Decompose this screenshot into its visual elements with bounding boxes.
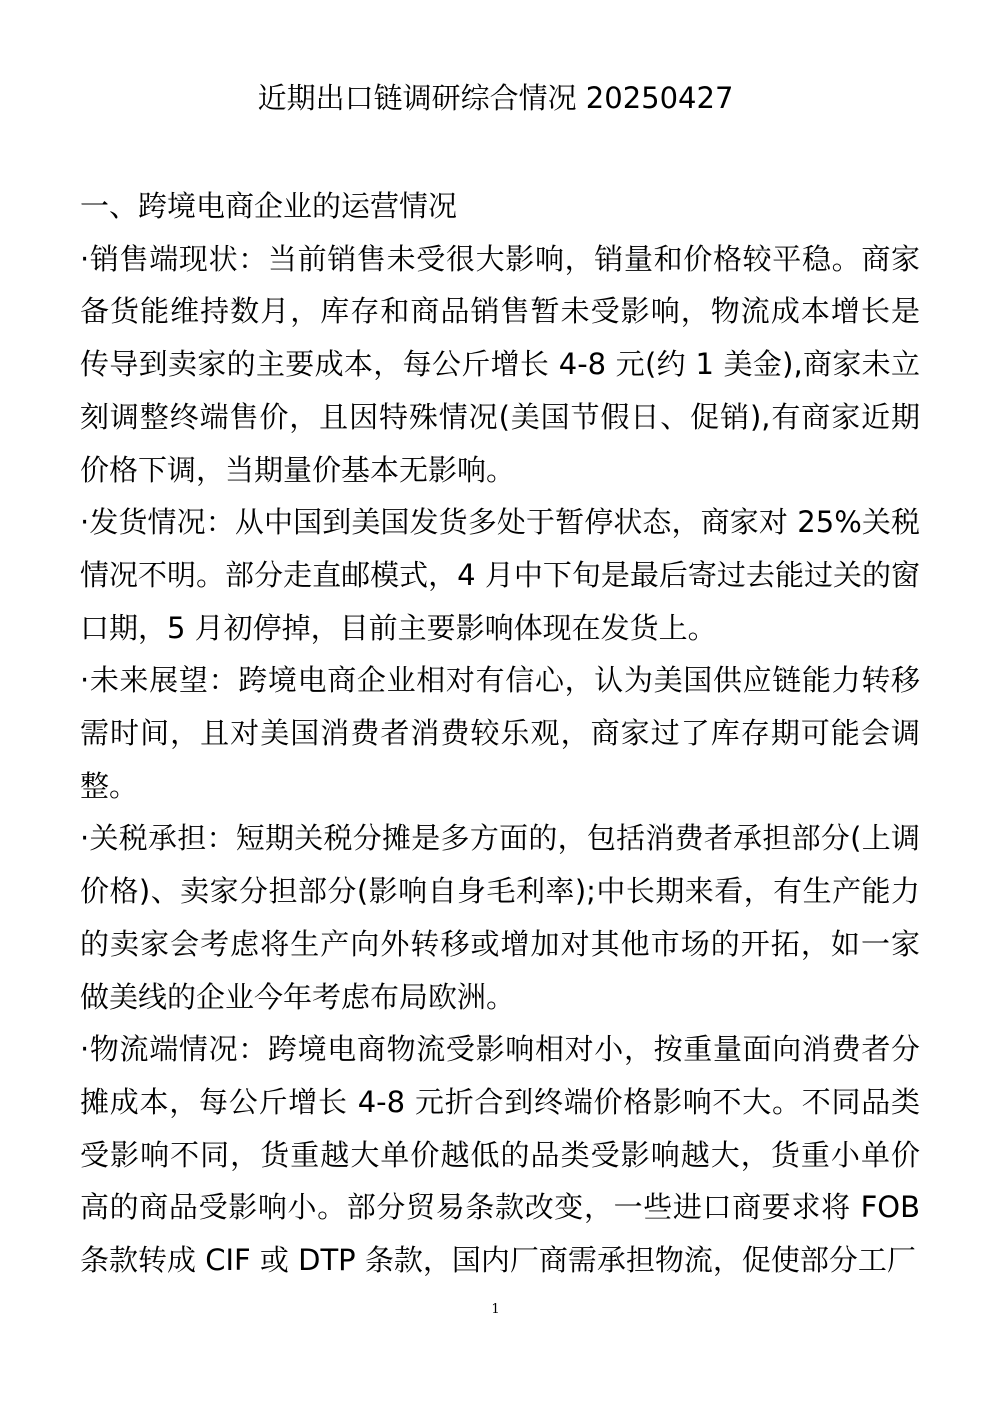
document-title: 近期出口链调研综合情况 20250427 bbox=[257, 81, 734, 115]
paragraph-tariff-burden: ·关税承担：短期关税分摊是多方面的，包括消费者承担部分(上调价格)、卖家分担部分(影响自身毛利率);中长期来看，有生产能力的卖家会考虑将生产向外转移或增加对其他市场的开拓，如一家做美线的企业今年考虑布局欧洲。 bbox=[80, 821, 920, 1014]
page-number: 1 bbox=[491, 1302, 500, 1317]
paragraph-outlook: ·未来展望：跨境电商企业相对有信心，认为美国供应链能力转移需时间，且对美国消费者消费较乐观，商家过了库存期可能会调整。 bbox=[80, 663, 920, 803]
paragraph-logistics: ·物流端情况：跨境电商物流受影响相对小，按重量面向消费者分摊成本，每公斤增长 4-8 元折合到终端价格影响不大。不同品类受影响不同，货重越大单价越低的品类受影响越大，货重小单价高的商品受影响小。部分贸易条款改变，一些进口商要求将 FOB 条款转成 CIF 或 DTP 条款，国内厂商需承担物流，促使部分工厂 bbox=[80, 1032, 920, 1278]
paragraph-sales-status: ·销售端现状：当前销售未受很大影响，销量和价格较平稳。商家备货能维持数月，库存和商品销售暂未受影响，物流成本增长是传导到卖家的主要成本，每公斤增长 4-8 元(约 1 美金),商家未立刻调整终端售价，且因特殊情况(美国节假日、促销),有商家近期价格下调，当期量价基本无影响。 bbox=[80, 241, 920, 487]
paragraph-shipping-status: ·发货情况：从中国到美国发货多处于暂停状态，商家对 25%关税情况不明。部分走直邮模式，4 月中下旬是最后寄过去能过关的窗口期，5 月初停掉，目前主要影响体现在发货上。 bbox=[80, 505, 920, 645]
document-body bbox=[80, 180, 920, 1287]
section-heading: 一、跨境电商企业的运营情况 bbox=[80, 189, 458, 223]
